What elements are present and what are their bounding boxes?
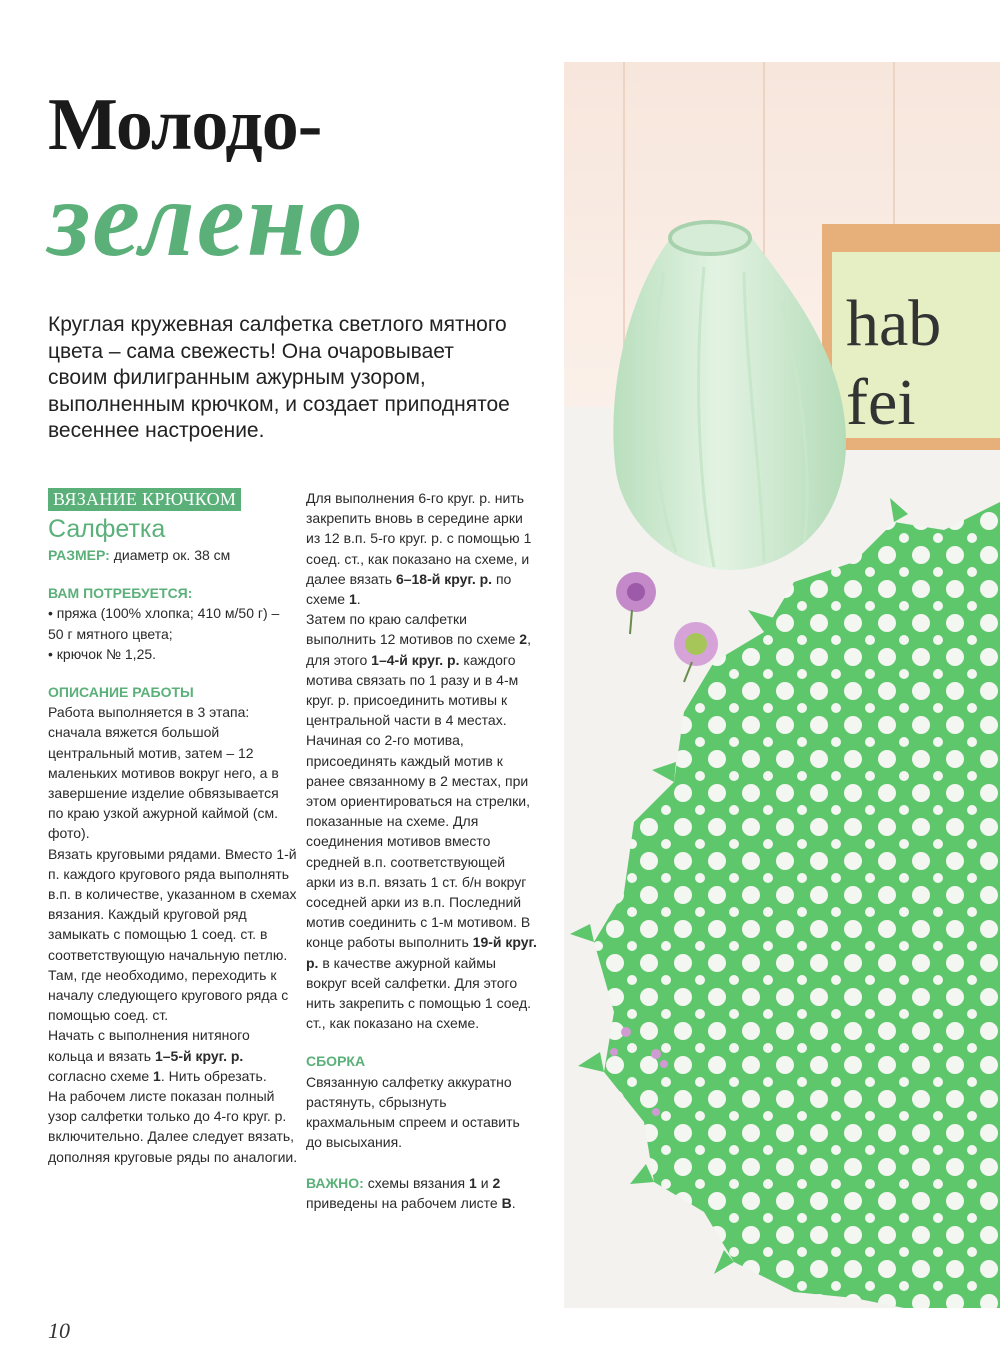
page-number: 10	[48, 1318, 70, 1343]
size-value: диаметр ок. 38 см	[109, 547, 231, 563]
materials-item: • пряжа (100% хлопка; 410 м/50 г) – 50 г мятного цвета;	[48, 605, 280, 642]
description-paragraph: Работа выполняется в 3 этапа: сначала вяжется большой центральный мотив, затем – 12 маленьких мотивов вокруг него, а в завершение изделие обвязывается по краю узкой ажурной каймой (см. фото).	[48, 704, 279, 842]
description-paragraph: Начать с выполнения нитяного кольца и вязать 1–5-й круг. р. согласно схеме 1. Нить обрезать.	[48, 1027, 267, 1084]
category-tag: ВЯЗАНИЕ КРЮЧКОМ	[48, 488, 241, 511]
subtitle: Салфетка	[48, 515, 166, 543]
materials-item: • крючок № 1,25.	[48, 645, 157, 662]
description	[48, 682, 298, 1167]
title-line1: Молодо-	[48, 84, 322, 166]
description-paragraph: Для выполнения 6-го круг. р. нить закрепить вновь в середине арки из 12 в.п. 5-го круг. р. с помощью 1 соед. ст., как показано на схеме, и далее вязать 6–18-й круг. р. по схеме 1.	[306, 490, 532, 608]
description-paragraph: Вязать круговыми рядами. Вместо 1-й п. каждого кругового ряда выполнять в.п. в количестве, указанном в схемах вязания. Каждый круговой ряд замыкать с помощью 1 соед. ст. в соответствующую начальную петлю. Там, где необходимо, переходить к началу следующего кругового ряда с помощью соед. ст.	[48, 845, 297, 1024]
materials-heading: ВАМ ПОТРЕБУЕТСЯ:	[48, 585, 193, 602]
description-heading: ОПИСАНИЕ РАБОТЫ	[48, 684, 194, 701]
important-note: ВАЖНО: схемы вязания 1 и 2 приведены на рабочем листе В.	[306, 1174, 516, 1211]
description-paragraph: На рабочем листе показан полный узор салфетки только до 4-го круг. р. включительно. Далее следует вязать, дополняя круговые ряды по аналогии.	[48, 1088, 298, 1165]
description-paragraph: Затем по краю салфетки выполнить 12 мотивов по схеме 2, для этого 1–4-й круг. р. каждого мотива связать по 1 разу и в 4-м круг. р. присоединить мотивы к центральной части в 4 местах. Начиная со 2-го мотива, присоединять каждый мотив к ранее связанному в 2 местах, при этом ориентироваться на стрелки, показанные на схеме. Для соединения мотивов вместо средней в.п. соответствующей арки из в.п. вязать 1 ст. б/н вокруг соседней арки из в.п. Последний мотив соединить с 1-м мотивом. В конце работы выполнить 19-й круг. р. в качестве ажурной каймы вокруг всей салфетки. Для этого нить закрепить с помощью 1 соед. ст., как показано на схеме.	[306, 611, 537, 1032]
materials	[48, 583, 298, 664]
sign-text-2: fei	[846, 366, 916, 439]
title-line2: зелено	[48, 160, 365, 279]
sign-text-1: hab	[846, 287, 942, 360]
product-photo	[564, 62, 1000, 1308]
wooden-sign	[822, 224, 1000, 450]
column-right	[306, 488, 538, 1213]
intro-text: Круглая кружевная салфетка светлого мятного цвета – сама свежесть! Она очаровывает своим филигранным ажурным узором, выполненным крючком, и создает приподнятое весеннее настроение.	[48, 313, 510, 442]
assembly	[306, 1051, 538, 1152]
assembly-text: Связанную салфетку аккуратно растянуть, сбрызнуть крахмальным спреем и оставить до высыхания.	[306, 1073, 520, 1151]
assembly-heading: СБОРКА	[306, 1053, 366, 1070]
column-left	[48, 488, 298, 1167]
size-label: РАЗМЕР:	[48, 547, 110, 563]
size-line	[48, 545, 298, 565]
